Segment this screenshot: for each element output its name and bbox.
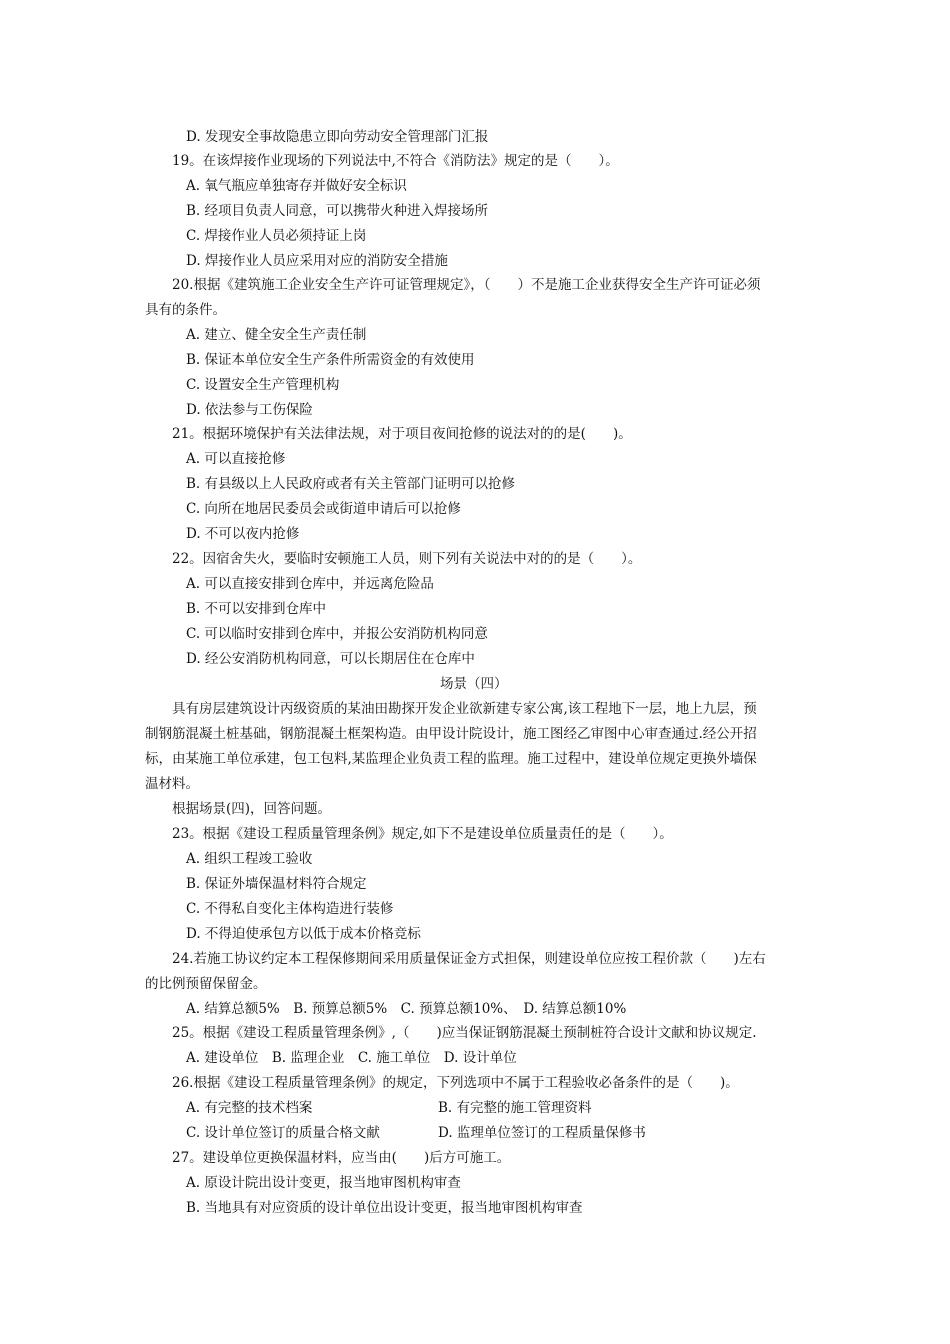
option-d-q20: D. 依法参与工伤保险	[186, 402, 313, 418]
question-24: 24.若施工协议约定本工程保修期间采用质量保证金方式担保，则建设单位应按工程价款（ )左右	[172, 951, 766, 967]
option-b-q22: B. 不可以安排到仓库中	[186, 601, 327, 617]
option-c-q19: C. 焊接作业人员必须持证上岗	[186, 228, 367, 244]
option-a-q26: A. 有完整的技术档案	[186, 1100, 313, 1116]
option-b-q26: B. 有完整的施工管理资料	[438, 1100, 592, 1116]
question-23: 23。根据《建设工程质量管理条例》规定,如下不是建设单位质量责任的是（ ）。	[172, 826, 673, 842]
option-a-q19: A. 氧气瓶应单独寄存并做好安全标识	[186, 178, 407, 194]
option-c-q26: C. 设计单位签订的质量合格文献	[186, 1125, 380, 1141]
question-22: 22。因宿舍失火，要临时安顿施工人员，则下列有关说法中对的的是（ ）。	[172, 551, 642, 567]
option-a-q20: A. 建立、健全安全生产责任制	[186, 327, 367, 343]
question-20: 20.根据《建筑施工企业安全生产许可证管理规定》，（ ）不是施工企业获得安全生产许可证必须	[172, 277, 761, 293]
scenario-paragraph-line-1: 具有房层建筑设计丙级资质的某油田勘探开发企业欲新建专家公寓,该工程地下一层，地上九层，预	[172, 701, 757, 717]
option-b-q21: B. 有县级以上人民政府或者有关主管部门证明可以抢修	[186, 476, 516, 492]
options-q25: A. 建设单位 B. 监理企业 C. 施工单位 D. 设计单位	[186, 1050, 517, 1066]
question-24-cont: 的比例预留保留金。	[145, 976, 267, 992]
option-a-q27: A. 原设计院出设计变更，报当地审图机构审查	[186, 1175, 461, 1191]
scenario-heading: 场景（四）	[440, 676, 508, 692]
option-d-q21: D. 不可以夜内抢修	[186, 526, 300, 542]
scenario-paragraph-line-2: 制钢筋混凝土桩基础，钢筋混凝土框架构造。由甲设计院设计，施工图经乙审图中心审查通过.经公开招	[145, 726, 757, 742]
option-d-q18: D. 发现安全事故隐患立即向劳动安全管理部门汇报	[186, 129, 489, 145]
option-b-q23: B. 保证外墙保温材料符合规定	[186, 876, 367, 892]
option-c-q23: C. 不得私自变化主体构造进行装修	[186, 901, 394, 917]
scenario-instruction: 根据场景(四)，回答问题。	[172, 801, 332, 817]
option-a-q21: A. 可以直接抢修	[186, 451, 286, 467]
option-c-q20: C. 设置安全生产管理机构	[186, 377, 340, 393]
option-b-q27: B. 当地具有对应资质的设计单位出设计变更，报当地审图机构审查	[186, 1200, 583, 1216]
option-d-q26: D. 监理单位签订的工程质量保修书	[438, 1125, 646, 1141]
option-a-q23: A. 组织工程竣工验收	[186, 851, 313, 867]
option-d-q19: D. 焊接作业人员应采用对应的消防安全措施	[186, 253, 448, 269]
question-21: 21。根据环境保护有关法律法规，对于项目夜间抢修的说法对的的是( )。	[172, 426, 632, 442]
question-26: 26.根据《建设工程质量管理条例》的规定，下列选项中不属于工程验收必备条件的是（ )。	[172, 1075, 739, 1091]
question-27: 27。建设单位更换保温材料，应当由( )后方可施工。	[172, 1150, 511, 1166]
scenario-paragraph-line-4: 温材料。	[145, 776, 199, 792]
options-q24: A. 结算总额5% B. 预算总额5% C. 预算总额10%、 D. 结算总额10%	[186, 1001, 627, 1017]
option-b-q19: B. 经项目负责人同意，可以携带火种进入焊接场所	[186, 203, 489, 219]
option-c-q22: C. 可以临时安排到仓库中，并报公安消防机构同意	[186, 626, 488, 642]
option-b-q20: B. 保证本单位安全生产条件所需资金的有效使用	[186, 352, 475, 368]
option-c-q21: C. 向所在地居民委员会或街道申请后可以抢修	[186, 501, 461, 517]
scenario-paragraph-line-3: 标，由某施工单位承建，包工包料,某监理企业负责工程的监理。施工过程中，建设单位规定更换外墙保	[145, 751, 757, 767]
option-d-q22: D. 经公安消防机构同意，可以长期居住在仓库中	[186, 651, 475, 667]
option-a-q22: A. 可以直接安排到仓库中，并远离危险品	[186, 576, 434, 592]
question-19: 19。在该焊接作业现场的下列说法中,不符合《消防法》规定的是（ ）。	[172, 153, 619, 169]
option-d-q23: D. 不得迫使承包方以低于成本价格竞标	[186, 926, 421, 942]
question-20-cont: 具有的条件。	[145, 302, 226, 318]
question-25: 25。根据《建设工程质量管理条例》,（ )应当保证钢筋混凝土预制桩符合设计文献和协议规定.	[172, 1025, 757, 1041]
